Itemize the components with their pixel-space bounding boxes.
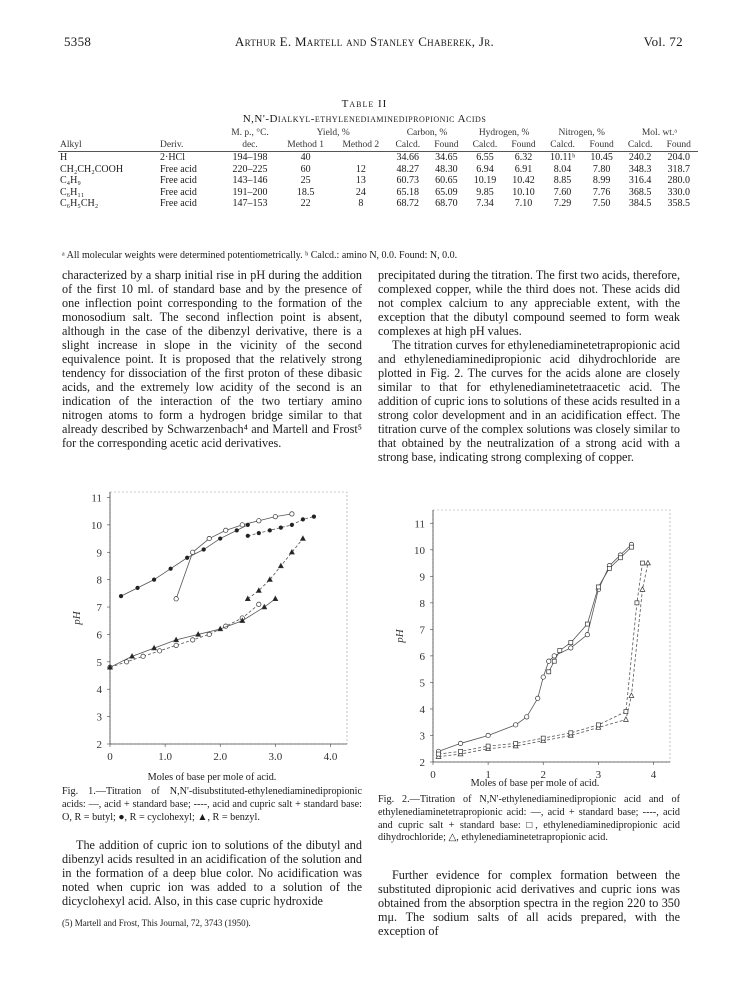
col-found: Found <box>511 139 536 150</box>
table-cell: 24 <box>355 186 366 198</box>
table-cell: 384.5 <box>628 198 652 209</box>
table-cell: 8 <box>358 198 364 209</box>
data-point <box>301 536 306 540</box>
table-cell: Free acid <box>160 198 197 209</box>
table-cell: 6.94 <box>476 163 494 175</box>
table-cell: 68.72 <box>396 198 420 209</box>
table-cell: 220–225 <box>232 163 268 175</box>
data-point <box>569 641 573 645</box>
y-tick-label: 8 <box>419 597 425 610</box>
y-tick-label: 4 <box>96 684 102 697</box>
data-point <box>640 587 645 591</box>
y-tick-label: 4 <box>419 703 425 716</box>
table-cell: 191–200 <box>232 186 268 198</box>
y-tick-label: 3 <box>419 730 425 743</box>
table-cell <box>333 152 388 164</box>
data-point <box>246 523 250 527</box>
data-point <box>273 596 278 600</box>
data-point <box>185 556 189 560</box>
col-nitrogen: Nitrogen, % <box>558 128 605 138</box>
table-cell: 318.7 <box>667 163 691 175</box>
data-point <box>486 744 490 748</box>
col-method2: Method 2 <box>342 139 380 150</box>
table-cell: 7.10 <box>514 198 533 209</box>
data-point <box>618 556 622 560</box>
table-row <box>58 152 698 164</box>
col-hydrogen: Hydrogen, % <box>478 128 530 138</box>
data-point <box>278 563 283 567</box>
table-cell: 10.45 <box>582 152 620 164</box>
table-cell: 240.2 <box>621 152 660 164</box>
x-tick-label: 1.0 <box>158 751 172 763</box>
figure-1-xlabel: Moles of base per mole of acid. <box>147 772 277 783</box>
table-cell: 7.34 <box>476 198 494 209</box>
col-calcd: Calcd. <box>472 139 498 150</box>
x-tick-label: 1 <box>485 769 491 781</box>
volume-label: Vol. 72 <box>643 34 683 49</box>
data-point <box>119 594 123 598</box>
paragraph: characterized by a sharp initial rise in pH during the addition of the first 10 ml. of standard base and by the presence of one inflection point corresponding to the formation of the monosodium salt. The second inflection point is absent, although in the case of the dibenzyl derivative, there is a slight increase in slope in the vicinity of the second equivalence point. It is proposed that the relatively strong tendency for dissociation of the first proton of these dibasic acids, and the extremely low acidity of the second is an indication of the interaction of the two tertiary amino nitrogen atoms to form a hydrogen bridge similar to that already described by Schwarzenbach⁴ and Martell and Frost⁵ for the corresponding acetic acid derivatives. <box>62 268 362 450</box>
data-point <box>218 536 222 540</box>
data-point <box>257 531 261 535</box>
table-cell: 7.80 <box>592 163 611 175</box>
paragraph: The titration curves for ethylenediaminetetrapropionic acid and ethylenediaminedipropionic acid dihydrochloride are plotted in Fig. 2. The curves for the acids alone are closely similar to that for ethylenediaminetetraacetic acid. The addition of cupric ions to solutions of these acids resulted in a strong color development and in an acidification effect. The titration curve of the complex solutions was closely similar to that obtained by the neutralization of a strong acid with a strong base, indicating strong complexing of copper. <box>378 338 680 464</box>
data-point <box>596 585 600 589</box>
data-point <box>547 659 551 663</box>
y-tick-label: 9 <box>419 571 425 584</box>
series-line <box>110 599 275 667</box>
table-cell: 18.5 <box>296 186 315 198</box>
data-point <box>273 514 277 518</box>
data-point <box>459 749 463 753</box>
y-tick-label: 2 <box>96 739 102 751</box>
table-cell: 9.85 <box>476 186 494 198</box>
data-point <box>552 659 556 663</box>
table-cell: 48.30 <box>435 163 458 175</box>
series-line <box>121 525 248 596</box>
table-cell: C₄H₉ <box>60 175 81 186</box>
y-axis-label: pH <box>71 611 83 625</box>
figure-2-caption: Fig. 2.—Titration of N,N'-ethylenediaminedipropionic acid and of ethylenediaminetetrapropionic acid: —, acid + standard base; ----, acid and cupric salt + standard base: □, ethylenediaminedipropionic acid dihydrochloride; △, ethylenediaminetetrapropionic acid. <box>378 794 680 844</box>
data-point <box>558 649 562 653</box>
data-point <box>629 545 633 549</box>
table-cell: 68.70 <box>435 198 458 209</box>
data-point <box>569 731 573 735</box>
data-point <box>169 567 173 571</box>
table-cell: C₆H₅CH₂ <box>60 198 99 209</box>
data-point <box>541 736 545 740</box>
table-cell: CH₂CH₂COOH <box>60 163 124 175</box>
col-found: Found <box>434 139 459 150</box>
table-cell: 40 <box>278 152 333 164</box>
y-tick-label: 11 <box>414 518 425 531</box>
data-point <box>174 643 178 647</box>
data-point <box>437 752 441 756</box>
page-number: 5358 <box>64 34 92 49</box>
table-cell: 368.5 <box>628 186 652 198</box>
table-cell: 204.0 <box>660 152 698 164</box>
table-cell: 316.4 <box>628 175 652 186</box>
y-tick-label: 8 <box>96 574 102 587</box>
y-tick-label: 6 <box>96 629 102 642</box>
y-tick-label: 6 <box>419 650 425 663</box>
col-calcd: Calcd. <box>395 139 421 150</box>
table-cell: C₆H₁₁ <box>60 186 85 198</box>
table-cell: H <box>58 152 158 164</box>
footnote-5: (5) Martell and Frost, This Journal, 72, 3743 (1950). <box>62 918 251 928</box>
table-cell: 280.0 <box>667 175 691 186</box>
data-point <box>157 649 161 653</box>
table-cell: 65.18 <box>396 186 420 198</box>
right-column-top <box>378 268 680 464</box>
data-point <box>585 632 589 636</box>
data-point <box>486 733 490 737</box>
table-cell: 147–153 <box>232 198 268 209</box>
data-point <box>547 670 551 674</box>
table-cell: 7.60 <box>553 186 572 198</box>
data-point <box>629 693 634 697</box>
table-title: Table II <box>341 98 388 110</box>
table-row <box>58 175 698 187</box>
data-point <box>585 622 589 626</box>
table-cell: Free acid <box>160 175 197 186</box>
table-cell: 25 <box>300 175 311 186</box>
table-cell: Free acid <box>160 163 197 175</box>
table-cell: 6.32 <box>504 152 542 164</box>
data-point <box>624 717 629 721</box>
data-point <box>301 517 305 521</box>
table-cell: 7.50 <box>592 198 611 209</box>
y-tick-label: 5 <box>419 677 425 690</box>
left-column-bottom <box>62 838 362 908</box>
data-point <box>607 566 611 570</box>
table-cell: 348.3 <box>628 163 652 175</box>
data-point <box>207 632 211 636</box>
figure-2-chart <box>385 500 685 790</box>
table-cell: 60.65 <box>435 175 458 186</box>
col-alkyl: Alkyl <box>60 139 82 150</box>
table-cell: 10.42 <box>512 175 535 186</box>
x-tick-label: 0 <box>107 751 113 763</box>
y-axis-label: pH <box>394 629 406 643</box>
table-row <box>58 164 698 176</box>
x-tick-label: 2.0 <box>213 751 228 763</box>
data-point <box>262 604 267 608</box>
table-cell: 194–198 <box>222 152 278 164</box>
x-tick-label: 4 <box>650 769 657 781</box>
col-calcd: Calcd. <box>550 139 575 150</box>
data-point <box>541 675 545 679</box>
data-point <box>174 597 178 601</box>
col-method1: Method 1 <box>287 139 324 150</box>
table-cell: Free acid <box>160 186 197 198</box>
table-row <box>58 198 698 210</box>
plot-frame <box>433 510 670 762</box>
figure-2-xlabel: Moles of base per mole of acid. <box>470 778 600 789</box>
data-point <box>312 515 316 519</box>
x-tick-label: 3.0 <box>268 751 283 763</box>
data-point <box>224 528 228 532</box>
table-cell: 7.29 <box>553 198 572 209</box>
paragraph: The addition of cupric ion to solutions of the dibutyl and dibenzyl acids resulted in an acidification of the solution and in the formation of a deep blue color. No acidification was noted when cupric ion was added to a solution of the dicyclohexyl acid. Also, in this case cupric hydroxide <box>62 838 362 908</box>
y-tick-label: 9 <box>96 547 102 560</box>
data-point <box>646 560 651 564</box>
series-line <box>439 563 643 754</box>
data-point <box>245 596 250 600</box>
figure-1-chart <box>62 482 362 772</box>
data-point <box>152 578 156 582</box>
table-cell: 34.66 <box>388 152 427 164</box>
data-point <box>513 723 517 727</box>
table-cell: 65.09 <box>435 186 458 198</box>
data-point <box>290 523 294 527</box>
y-tick-label: 11 <box>91 492 102 505</box>
y-tick-label: 3 <box>96 711 102 724</box>
data-point <box>207 536 211 540</box>
running-head-authors: Arthur E. Martell and Stanley Chaberek, Jr. <box>234 34 495 49</box>
x-tick-label: 0 <box>430 769 436 781</box>
col-found: Found <box>666 139 691 150</box>
table-cell: 7.76 <box>592 186 611 198</box>
col-calcd: Calcd. <box>627 139 653 150</box>
series-line <box>549 547 632 672</box>
table-cell: 12 <box>355 163 366 175</box>
data-point <box>202 547 206 551</box>
table-cell: 60.73 <box>396 175 420 186</box>
data-table <box>58 128 698 210</box>
y-tick-label: 10 <box>91 519 102 532</box>
table-cell: 48.27 <box>396 163 420 175</box>
data-point <box>268 528 272 532</box>
table-subtitle: N,N'-Dialkyl-ethylenediaminedipropionic Acids <box>242 113 487 125</box>
y-tick-label: 2 <box>419 757 425 769</box>
table-cell: 6.91 <box>514 163 533 175</box>
table-cell: 8.04 <box>553 163 572 175</box>
table-cell: 22 <box>300 198 311 209</box>
series-line <box>248 539 303 599</box>
table-cell: 2·HCl <box>158 152 222 164</box>
col-yield: Yield, % <box>316 128 350 138</box>
table-footnote: ᵃ All molecular weights were determined potentiometrically. ᵇ Calcd.: amino N, 0.0. Found: N, 0.0. <box>62 250 458 261</box>
data-point <box>135 586 139 590</box>
table-cell: 13 <box>355 175 366 186</box>
table-cell: 6.55 <box>466 152 505 164</box>
table-cell: 143–146 <box>232 175 268 186</box>
y-tick-label: 10 <box>414 544 425 557</box>
table-cell: 60 <box>300 163 311 175</box>
data-point <box>290 512 294 516</box>
data-point <box>596 723 600 727</box>
table-cell: 10.10 <box>512 186 535 198</box>
data-point <box>257 519 261 523</box>
table-cell: 10.19 <box>473 175 497 186</box>
data-point <box>190 638 194 642</box>
table-cell: 10.11ᵇ <box>543 152 583 164</box>
data-point <box>635 601 639 605</box>
series-line <box>176 514 292 599</box>
col-deriv: Deriv. <box>160 139 184 150</box>
data-point <box>141 654 145 658</box>
col-carbon: Carbon, % <box>406 128 448 138</box>
paragraph: precipitated during the titration. The first two acids, therefore, complexed copper, while the third does not. These acids did not complex calcium to any appreciable extent, with the exception that the dibutyl compound seemed to form weak complexes at high pH values. <box>378 268 680 338</box>
y-tick-label: 7 <box>96 602 102 615</box>
col-molwt: Mol. wt.ᵃ <box>641 128 677 138</box>
left-column-top <box>62 268 362 450</box>
table-cell: 358.5 <box>667 198 691 209</box>
data-point <box>569 646 573 650</box>
series-line <box>439 563 648 757</box>
col-mp: M. p., °C. dec. <box>231 128 269 150</box>
table-cell: 8.85 <box>553 175 572 186</box>
data-point <box>246 534 250 538</box>
data-point <box>458 741 462 745</box>
data-point <box>235 528 239 532</box>
table-cell: 8.99 <box>592 175 611 186</box>
figure-1-caption: Fig. 1.—Titration of N,N'-disubstituted-ethylenediaminedipropionic acids: —, acid + standard base; ----, acid and cupric salt + standard base: O, R = butyl; ●, R = cyclohexyl; ▲, R = benzyl. <box>62 786 362 823</box>
data-point <box>536 696 540 700</box>
data-point <box>257 602 261 606</box>
y-tick-label: 7 <box>419 624 425 637</box>
paragraph: Further evidence for complex formation between the substituted dipropionic acid derivatives and cupric ions was obtained from the absorption spectra in the region 220 to 350 mμ. The sodium salts of all acids prepared, with the exception of <box>378 868 680 938</box>
table-row <box>58 187 698 199</box>
right-column-bottom <box>378 868 680 938</box>
table-cell: 330.0 <box>667 186 691 198</box>
y-tick-label: 5 <box>96 656 102 669</box>
x-tick-label: 2 <box>540 769 546 781</box>
data-point <box>279 526 283 530</box>
data-point <box>514 741 518 745</box>
col-found: Found <box>589 139 614 150</box>
data-point <box>524 715 528 719</box>
x-tick-label: 4.0 <box>323 751 338 763</box>
series-line <box>439 544 632 751</box>
x-tick-label: 3 <box>595 769 602 781</box>
data-point <box>624 710 628 714</box>
data-point <box>640 561 644 565</box>
table-cell: 34.65 <box>427 152 465 164</box>
